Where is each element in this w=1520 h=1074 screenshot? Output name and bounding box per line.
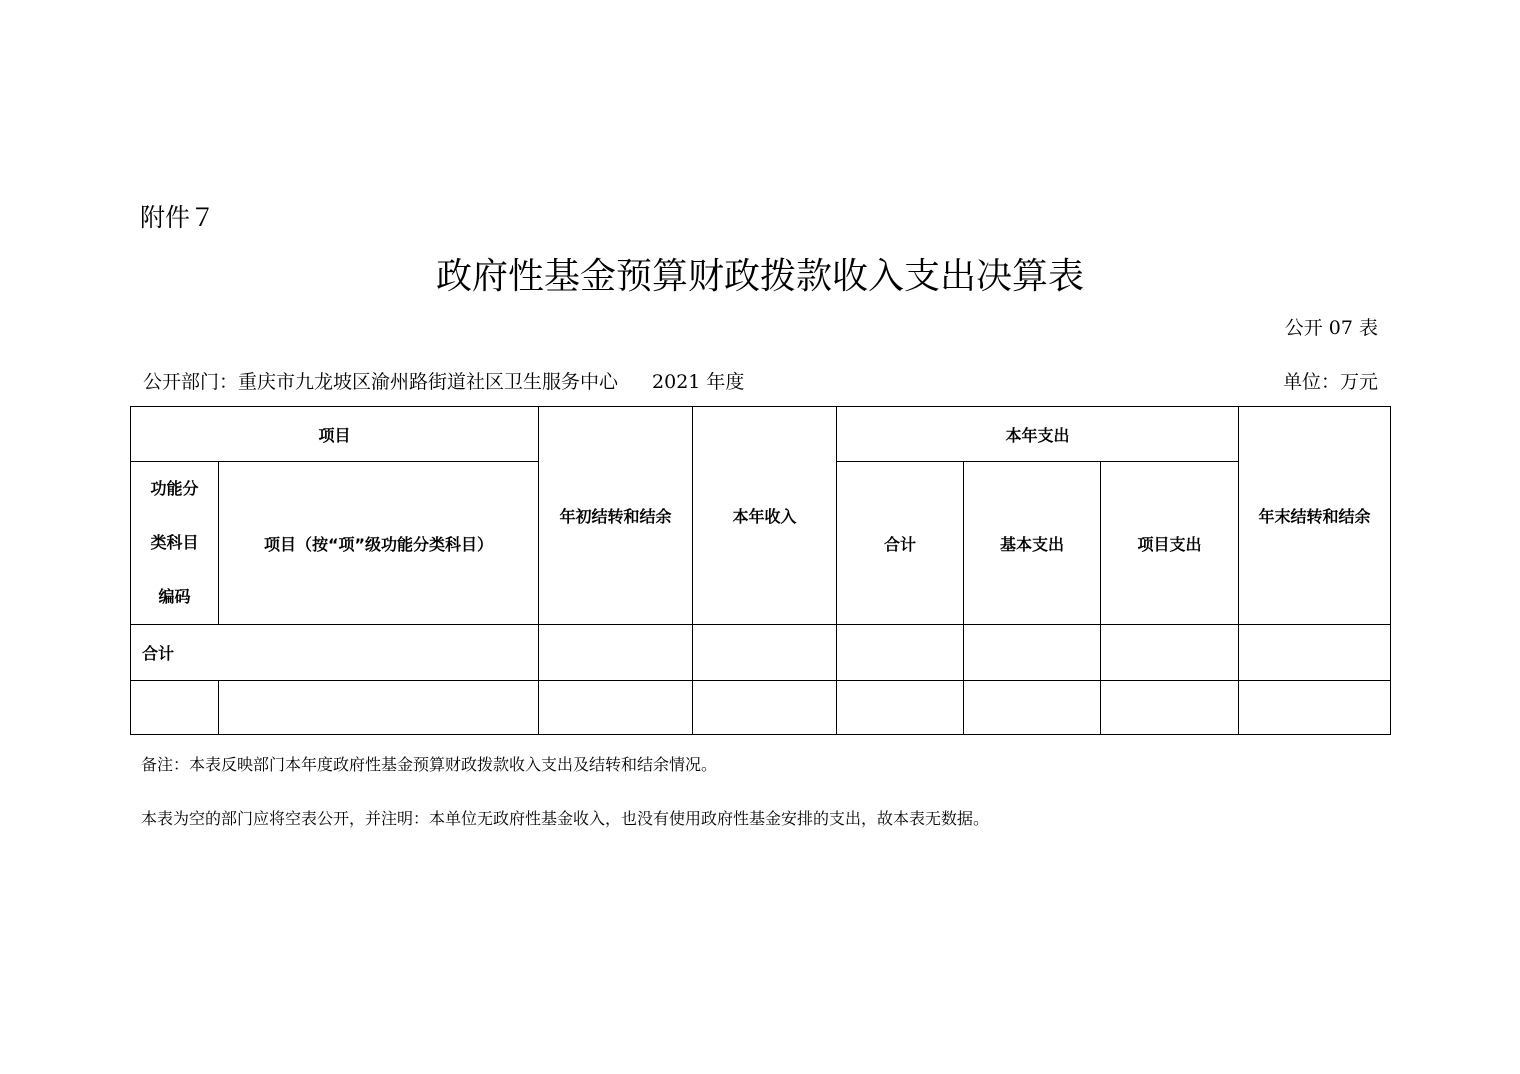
total-exp-basic xyxy=(964,625,1101,681)
header-code xyxy=(131,462,219,625)
budget-table xyxy=(130,406,1391,735)
page-title: 政府性基金预算财政拨款收入支出决算表 xyxy=(435,256,1084,297)
note-remark: 备注：本表反映部门本年度政府性基金预算财政拨款收入支出及结转和结余情况。 xyxy=(141,755,718,774)
total-income xyxy=(693,625,837,681)
department-line xyxy=(143,367,744,394)
row-exp-basic xyxy=(964,681,1101,735)
header-exp-total: 合计 xyxy=(837,462,964,625)
note-empty-table: 本表为空的部门应将空表公开，并注明：本单位无政府性基金收入，也没有使用政府性基金安排的支出，故本表无数据。 xyxy=(141,809,990,828)
total-exp-total xyxy=(837,625,964,681)
header-code-line: 功能分 xyxy=(150,479,199,498)
total-exp-project xyxy=(1101,625,1239,681)
total-row xyxy=(131,625,1391,681)
row-closing-balance xyxy=(1239,681,1391,735)
header-code-line: 编码 xyxy=(158,587,191,606)
table-number: 公开 07 表 xyxy=(1284,317,1378,339)
row-exp-project xyxy=(1101,681,1239,735)
row-opening-balance xyxy=(539,681,693,735)
total-opening-balance xyxy=(539,625,693,681)
fiscal-year: 2021 年度 xyxy=(652,371,745,393)
attachment-label: 附件７ xyxy=(140,203,216,232)
header-code-line: 类科目 xyxy=(150,533,199,552)
header-opening-balance: 年初结转和结余 xyxy=(539,407,693,625)
total-label: 合计 xyxy=(131,625,539,681)
header-exp-basic: 基本支出 xyxy=(964,462,1101,625)
row-income xyxy=(693,681,837,735)
row-code xyxy=(131,681,219,735)
header-closing-balance: 年末结转和结余 xyxy=(1239,407,1391,625)
header-item-name: 项目（按“项”级功能分类科目） xyxy=(219,462,539,625)
row-item xyxy=(219,681,539,735)
header-income: 本年收入 xyxy=(693,407,837,625)
unit-label: 单位：万元 xyxy=(1282,371,1378,393)
row-exp-total xyxy=(837,681,964,735)
department-name: 公开部门：重庆市九龙坡区渝州路街道社区卫生服务中心 xyxy=(143,371,619,393)
header-row-1 xyxy=(131,407,1391,462)
header-expenditure: 本年支出 xyxy=(837,407,1239,462)
header-item: 项目 xyxy=(131,407,539,462)
header-exp-project: 项目支出 xyxy=(1101,462,1239,625)
table-row xyxy=(131,681,1391,735)
total-closing-balance xyxy=(1239,625,1391,681)
